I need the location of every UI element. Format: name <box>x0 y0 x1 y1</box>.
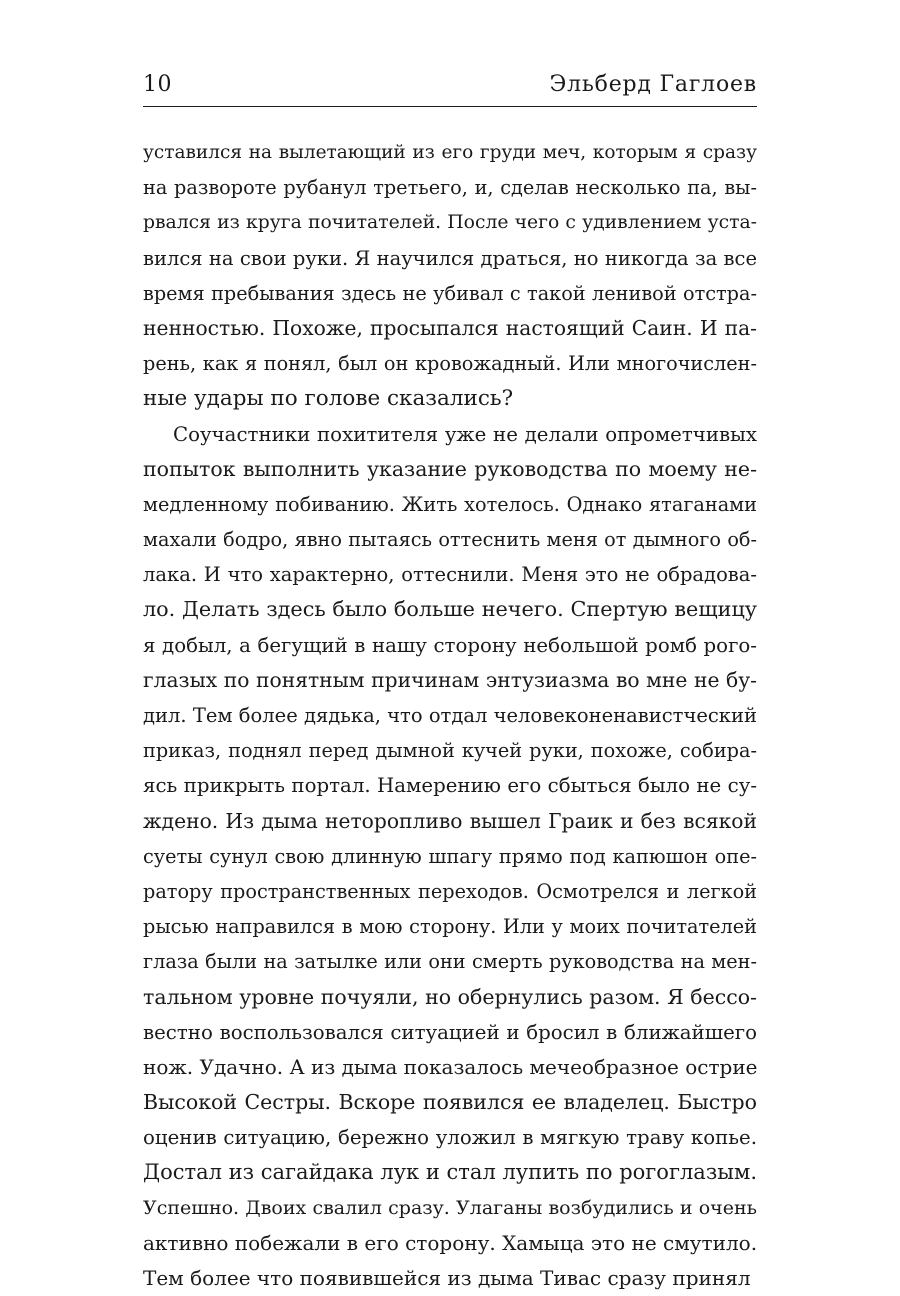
text-line: рвался из круга почитателей. После чего с удивлением уста- <box>143 205 757 240</box>
text-line: ждено. Из дыма неторопливо вышел Граик и без всякой <box>143 804 757 839</box>
text-line: ясь прикрыть портал. Намерению его сбыться было не су- <box>143 768 757 803</box>
book-page <box>143 70 757 1170</box>
text-line: Тем более что появившейся из дыма Тивас сразу принял <box>143 1261 757 1296</box>
paragraph <box>143 417 757 1296</box>
text-line: Успешно. Двоих свалил сразу. Улаганы возбудились и очень <box>143 1191 757 1226</box>
text-line: на развороте рубанул третьего, и, сделав несколько па, вы- <box>143 170 757 205</box>
text-line: уставился на вылетающий из его груди меч, которым я сразу <box>143 135 757 170</box>
text-line: ненностью. Похоже, просыпался настоящий Саин. И па- <box>143 311 757 346</box>
paragraph <box>143 135 757 417</box>
text-line: махали бодро, явно пытаясь оттеснить меня от дымного об- <box>143 522 757 557</box>
text-line: активно побежали в его сторону. Хамыца это не смутило. <box>143 1226 757 1261</box>
text-line: рень, как я понял, был он кровожадный. Или многочислен- <box>143 346 757 381</box>
text-line: я добыл, а бегущий в нашу сторону небольшой ромб рого- <box>143 628 757 663</box>
text-line: суеты сунул свою длинную шпагу прямо под капюшон опе- <box>143 839 757 874</box>
text-line: тальном уровне почуяли, но обернулись разом. Я бессо- <box>143 980 757 1015</box>
body-text <box>143 135 757 1296</box>
running-head-author: Эльберд Гаглоев <box>549 72 757 97</box>
text-line: дил. Тем более дядька, что отдал человеконенавистческий <box>143 698 757 733</box>
text-line: глазых по понятным причинам энтузиазма во мне не бу- <box>143 663 757 698</box>
text-line: лака. И что характерно, оттеснили. Меня это не обрадова- <box>143 557 757 592</box>
page-header <box>143 70 757 107</box>
text-line: медленному побиванию. Жить хотелось. Однако ятаганами <box>143 487 757 522</box>
page-number: 10 <box>143 72 172 97</box>
text-line: Высокой Сестры. Вскоре появился ее владелец. Быстро <box>143 1085 757 1120</box>
text-line: глаза были на затылке или они смерть руководства на мен- <box>143 944 757 979</box>
text-line: время пребывания здесь не убивал с такой ленивой отстра- <box>143 276 757 311</box>
text-line: ные удары по голове сказались? <box>143 381 757 416</box>
text-line: оценив ситуацию, бережно уложил в мягкую траву копье. <box>143 1120 757 1155</box>
text-line: ло. Делать здесь было больше нечего. Спертую вещицу <box>143 592 757 627</box>
text-line: ратору пространственных переходов. Осмотрелся и легкой <box>143 874 757 909</box>
text-line: Соучастники похитителя уже не делали опрометчивых <box>143 417 757 452</box>
text-line: приказ, поднял перед дымной кучей руки, похоже, собира- <box>143 733 757 768</box>
text-line: Достал из сагайдака лук и стал лупить по рогоглазым. <box>143 1155 757 1190</box>
text-line: рысью направился в мою сторону. Или у моих почитателей <box>143 909 757 944</box>
text-line: вестно воспользовался ситуацией и бросил в ближайшего <box>143 1015 757 1050</box>
text-line: вился на свои руки. Я научился драться, но никогда за все <box>143 241 757 276</box>
text-line: нож. Удачно. А из дыма показалось мечеобразное острие <box>143 1050 757 1085</box>
text-line: попыток выполнить указание руководства по моему не- <box>143 452 757 487</box>
